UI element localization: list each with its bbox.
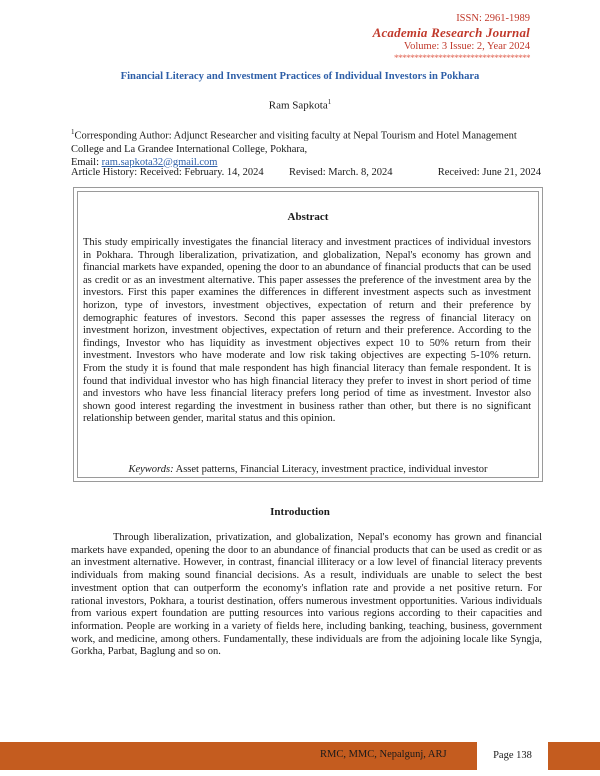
email-link[interactable]: ram.sapkota32@gmail.com <box>101 156 218 168</box>
journal-header <box>373 12 530 63</box>
affiliation-block <box>71 126 541 169</box>
star-divider: ********************************** <box>394 53 530 63</box>
abstract-box <box>73 187 543 482</box>
author-superscript: 1 <box>327 98 332 106</box>
author-name: Ram Sapkota <box>268 99 328 112</box>
abstract-text: This study empirically investigates the financial literacy and investment practices of individual investors in Pokhara. Through liberalization, privatization, and globalization, Nepal's economy has grown and financial markets have expanded, opening the door to an abundance of financial products that can be used as credit or as an investment alternative. This paper assesses the preference of the investment area by the investors. First this paper examines the differences in different investment aspects such as investment horizon, type of investors, investment objectives, expectation of return and their preference by demographic features of investors. Second this paper assesses the regress of financial literacy on investment horizon, investment objectives, expectation of return and their preference. According to the findings, Investor who has liquidity as investment objectives expect 10 to 50% return from their investment. Investors who have moderate and low risk taking objectives are expecting 5-10% return. From the study it is found that male respondent has high financial literacy than female respondent. It is found that individual investor who has high financial literacy they prefer to invest in short period of time and investors who have less financial literacy prefers long period of time as investment. Investor also shown good interest regarding the investment in business rather than other, but there is no significant relationship between gender, marital status and this opinion. <box>83 237 531 425</box>
keywords-line <box>78 464 538 475</box>
footer-source: RMC, MMC, Nepalgunj, ARJ <box>320 749 447 760</box>
introduction-text: Through liberalization, privatization, and globalization, Nepal's economy has grown and financial markets have expanded, opening the door to an abundance of financial products that can be used as credit or as an investment alternative. However, in contrast, financial illiteracy or a low level of financial literacy prevents individuals from making sound financial decisions. As a result, individuals are unable to select the best investment option that can outperform the economy's inflation rate and provide a net positive return. For rational investors, Pokhara, a tourist destination, offers numerous investment opportunities. Various individuals from various expert foundation are putting resources into various regions according to their capacities and information. People are working in a variety of fields here, including banking, teaching, business, government work, and medicine, among others. Fundamentally, these individuals are from the adjoining locale like Syngja, Gorkha, Parbat, Baglung and so on. <box>71 532 542 658</box>
introduction-heading: Introduction <box>270 506 330 518</box>
journal-name: Academia Research Journal <box>372 25 530 40</box>
page-number: Page 138 <box>476 742 548 770</box>
issn: ISSN: 2961-1989 <box>456 13 530 24</box>
author-line <box>0 98 600 112</box>
article-history <box>71 167 541 178</box>
history-received: Article History: Received: February. 14, 2024 <box>71 167 264 178</box>
footer-bar <box>0 742 600 770</box>
history-revised: Revised: March. 8, 2024 <box>288 167 393 178</box>
email-label: Email: <box>71 156 102 168</box>
keywords-list: Asset patterns, Financial Literacy, investment practice, individual investor <box>175 464 488 475</box>
volume-issue-year: Volume: 3 Issue: 2, Year 2024 <box>403 41 530 52</box>
affiliation-text: Corresponding Author: Adjunct Researcher and visiting faculty at Nepal Tourism and Hotel Management College and La Grandee International College, Pokhara, <box>71 130 517 155</box>
paper-title: Financial Literacy and Investment Practices of Individual Investors in Pokhara <box>120 71 480 82</box>
keywords-label: Keywords: <box>128 464 174 475</box>
abstract-inner-border <box>77 191 539 478</box>
abstract-heading: Abstract <box>287 211 329 223</box>
history-accepted: Received: June 21, 2024 <box>437 167 541 178</box>
affiliation-superscript: 1 <box>71 128 75 136</box>
